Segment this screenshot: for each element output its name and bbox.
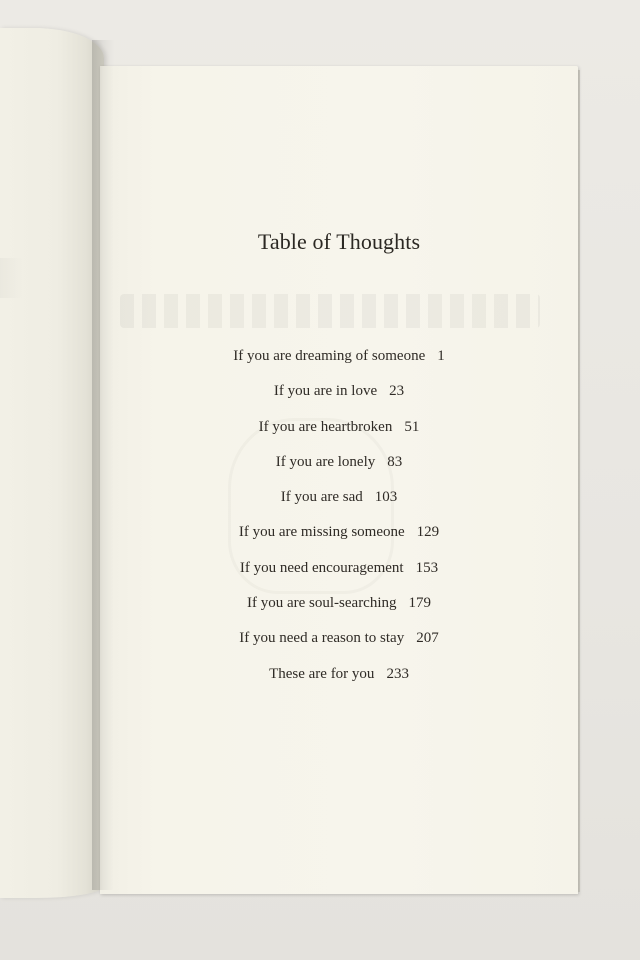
toc-entry-page-number: 233 (386, 665, 409, 682)
toc-entry-page-number: 83 (387, 453, 403, 470)
page-title: Table of Thoughts (257, 229, 421, 254)
toc-entry (100, 451, 578, 486)
toc-entry-title: If you need a reason to stay (239, 630, 405, 647)
table-of-contents (100, 345, 578, 698)
toc-entry-title: If you are missing someone (238, 524, 405, 541)
toc-entry-title: If you are sad (280, 489, 363, 506)
toc-entry (100, 521, 578, 556)
toc-entry-page-number: 153 (415, 559, 439, 576)
toc-entry-page-number: 103 (374, 489, 398, 506)
next-page-show-through (120, 294, 540, 328)
left-page-show-through (0, 258, 22, 298)
toc-entry-page-number: 207 (416, 630, 439, 647)
toc-entry (100, 486, 578, 521)
toc-entry-page-number: 129 (416, 524, 440, 541)
toc-entry-title: These are for you (269, 665, 375, 682)
toc-entry (100, 663, 578, 698)
toc-entry-page-number: 1 (437, 348, 445, 364)
toc-entry (100, 557, 578, 592)
toc-entry-title: If you are heartbroken (258, 418, 393, 435)
toc-entry-title: If you need encouragement (239, 559, 404, 576)
left-page (0, 28, 104, 898)
toc-entry-title: If you are dreaming of someone (233, 348, 426, 364)
toc-entry-title: If you are in love (273, 383, 378, 400)
toc-entry (100, 416, 578, 451)
toc-entry-page-number: 51 (404, 418, 420, 435)
toc-entry-title: If you are soul-searching (246, 595, 397, 612)
toc-entry (100, 345, 578, 380)
toc-entry-page-number: 179 (408, 595, 432, 612)
toc-entry-page-number: 23 (389, 383, 405, 400)
toc-entry-title: If you are lonely (275, 453, 376, 470)
toc-entry (100, 627, 578, 662)
toc-entry (100, 380, 578, 415)
toc-entry (100, 592, 578, 627)
